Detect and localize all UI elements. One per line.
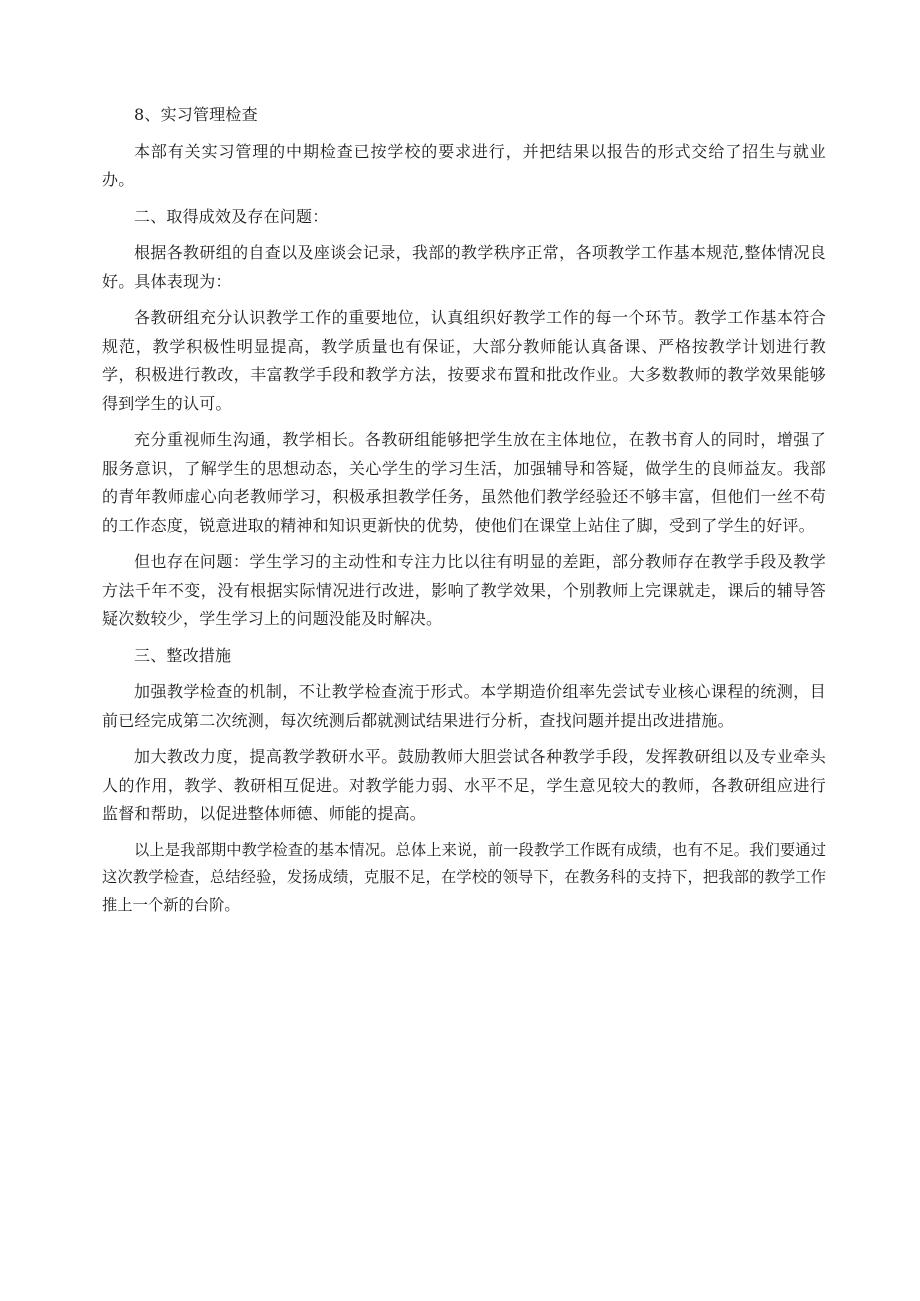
paragraph-existing-problems: 但也存在问题：学生学习的主动性和专注力比以往有明显的差距，部分教师存在教学手段及教学方法千年不变，没有根据实际情况进行改进，影响了教学效果，个别教师上完课就走，课后的辅导答疑次数较少，学生学习上的问题没能及时解决。 xyxy=(102,552,826,628)
paragraph-conclusion: 以上是我部期中教学检查的基本情况。总体上来说，前一段教学工作既有成绩，也有不足。我们要通过这次教学检查，总结经验，发扬成绩，克服不足，在学校的领导下，在教务科的支持下，把我部的教学工作推上一个新的台阶。 xyxy=(102,840,826,914)
paragraph-teaching-reform: 加大教改力度，提高教学教研水平。鼓励教师大胆尝试各种教学手段，发挥教研组以及专业牵头人的作用，教学、教研相互促进。对教学能力弱、水平不足，学生意见较大的教师，各教研组应进行监督和帮助，以促进整体师德、师能的提高。 xyxy=(102,747,826,823)
paragraph-internship-report: 本部有关实习管理的中期检查已按学校的要求进行，并把结果以报告的形式交给了招生与就业办。 xyxy=(102,141,826,189)
paragraph-overall-situation: 根据各教研组的自查以及座谈会记录，我部的教学秩序正常，各项教学工作基本规范,整体情况良好。具体表现为： xyxy=(102,243,826,291)
section-heading-internship-check: 8、实习管理检查 xyxy=(134,105,258,124)
document-body xyxy=(102,101,826,927)
section-heading-rectification: 三、整改措施 xyxy=(134,645,232,665)
section-heading-results-and-issues: 二、取得成效及存在问题： xyxy=(134,206,329,226)
paragraph-teacher-student-communication: 充分重视师生沟通，教学相长。各教研组能够把学生放在主体地位，在教书育人的同时，增强了服务意识，了解学生的思想动态，关心学生的学习生活，加强辅导和答疑，做学生的良师益友。我部的青年教师虚心向老教师学习，积极承担教学任务，虽然他们教学经验还不够丰富，但他们一丝不苟的工作态度，锐意进取的精神和知识更新快的优势，使他们在课堂上站住了脚，受到了学生的好评。 xyxy=(102,430,826,535)
paragraph-teaching-work: 各教研组充分认识教学工作的重要地位，认真组织好教学工作的每一个环节。教学工作基本符合规范，教学积极性明显提高，教学质量也有保证，大部分教师能认真备课、严格按教学计划进行教学，积极进行教改，丰富教学手段和教学方法，按要求布置和批改作业。大多数教师的教学效果能够得到学生的认可。 xyxy=(102,308,826,413)
paragraph-inspection-mechanism: 加强教学检查的机制，不让教学检查流于形式。本学期造价组率先尝试专业核心课程的统测，目前已经完成第二次统测，每次统测后都就测试结果进行分析，查找问题并提出改进措施。 xyxy=(102,682,826,730)
